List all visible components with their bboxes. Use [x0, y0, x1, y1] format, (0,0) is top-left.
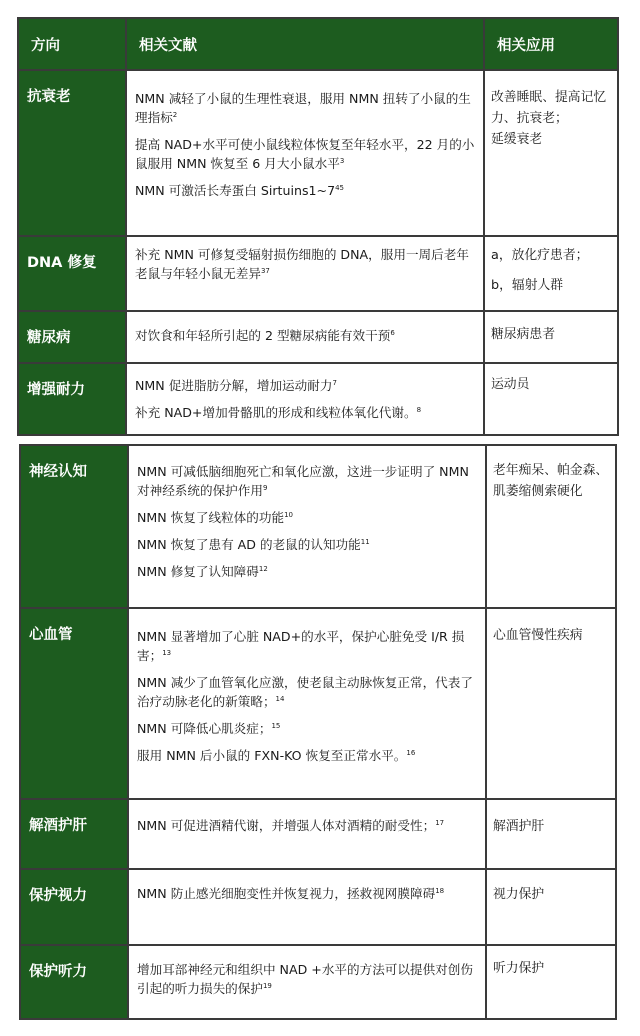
literature-line: NMN 促进脂肪分解，增加运动耐力$^7$	[135, 378, 337, 393]
row-direction: 心血管	[20, 608, 128, 799]
literature-line: NMN 可减低脑细胞死亡和氧化应激，这进一步证明了 NMN 对神经系统的保护作用$^9$	[137, 464, 469, 498]
header-direction: 方向	[18, 18, 126, 70]
row-direction: DNA 修复	[18, 236, 126, 311]
table-row	[20, 945, 616, 1019]
table-row	[20, 799, 616, 869]
row-application: a，放化疗患者； b，辐射人群	[484, 236, 618, 311]
row-direction: 糖尿病	[18, 311, 126, 363]
literature-line: NMN 减轻了小鼠的生理性衰退，服用 NMN 扭转了小鼠的生理指标$^2$	[135, 91, 471, 125]
table-row	[18, 311, 618, 363]
row-direction: 保护听力	[20, 945, 128, 1019]
literature-line: NMN 减少了血管氧化应激，使老鼠主动脉恢复正常，代表了治疗动脉老化的新策略；$^{14}$	[137, 675, 473, 709]
row-application: 解酒护肝	[486, 799, 616, 869]
row-application: 老年痴呆、帕金森、肌萎缩侧索硬化	[486, 445, 616, 608]
table-row	[18, 363, 618, 435]
literature-line: NMN 可激活长寿蛋白 $Sirtuins1\sim 7^{45}$	[135, 183, 345, 198]
row-literature	[126, 311, 484, 363]
row-direction: 增强耐力	[18, 363, 126, 435]
row-direction: 解酒护肝	[20, 799, 128, 869]
literature-line: 补充 NAD+增加骨骼肌的形成和线粒体氧化代谢。$^8$	[135, 405, 422, 420]
literature-line: NMN 可促进酒精代谢，并增强人体对酒精的耐受性；$^{17}$	[137, 818, 445, 833]
row-application: 视力保护	[486, 869, 616, 945]
row-literature	[126, 236, 484, 311]
row-application: 心血管慢性疾病	[486, 608, 616, 799]
literature-line: 服用 NMN 后小鼠的 FXN-KO 恢复至正常水平。$^{16}$	[137, 748, 416, 763]
row-literature	[128, 799, 486, 869]
table-row	[20, 445, 616, 608]
literature-line: NMN 修复了认知障碍$^{12}$	[137, 564, 268, 579]
literature-line: NMN 可降低心肌炎症；$^{15}$	[137, 721, 281, 736]
row-literature	[128, 945, 486, 1019]
table-row	[20, 869, 616, 945]
header-row	[18, 18, 618, 70]
row-literature	[126, 363, 484, 435]
table-row	[20, 608, 616, 799]
literature-line: NMN 防止感光细胞变性并恢复视力，拯救视网膜障碍$^{18}$	[137, 886, 445, 901]
row-application: 糖尿病患者	[484, 311, 618, 363]
literature-line: NMN 显著增加了心脏 NAD+的水平，保护心脏免受 I/R 损害；$^{13}$	[137, 629, 465, 663]
header-application: 相关应用	[484, 18, 618, 70]
literature-line: NMN 恢复了线粒体的功能$^{10}$	[137, 510, 293, 525]
nmn-table-part-1	[17, 17, 619, 436]
literature-line: 增加耳部神经元和组织中 NAD +水平的方法可以提供对创伤引起的听力损失的保护$^{19}$	[137, 962, 473, 996]
literature-line: NMN 恢复了患有 AD 的老鼠的认知功能$^{11}$	[137, 537, 370, 552]
header-literature: 相关文献	[126, 18, 484, 70]
row-literature	[128, 608, 486, 799]
nmn-table-part-2	[19, 444, 617, 1020]
row-literature	[126, 70, 484, 236]
literature-line: 补充 NMN 可修复受辐射损伤细胞的 DNA，服用一周后老年老鼠与年轻小鼠无差异$^{37}$	[135, 247, 469, 281]
table-row	[18, 70, 618, 236]
row-application: 听力保护	[486, 945, 616, 1019]
literature-line: 提高 NAD+水平可使小鼠线粒体恢复至年轻水平，22 月的小鼠服用 NMN 恢复至 6 月大小鼠水平$^3$	[135, 137, 475, 171]
literature-line: 对饮食和年轻所引起的 2 型糖尿病能有效干预$^6$	[135, 328, 395, 343]
table-row	[18, 236, 618, 311]
row-literature	[128, 445, 486, 608]
row-application: 改善睡眠、提高记忆力、抗衰老； 延缓衰老	[484, 70, 618, 236]
row-direction: 抗衰老	[18, 70, 126, 236]
row-direction: 保护视力	[20, 869, 128, 945]
row-direction: 神经认知	[20, 445, 128, 608]
row-application: 运动员	[484, 363, 618, 435]
row-literature	[128, 869, 486, 945]
